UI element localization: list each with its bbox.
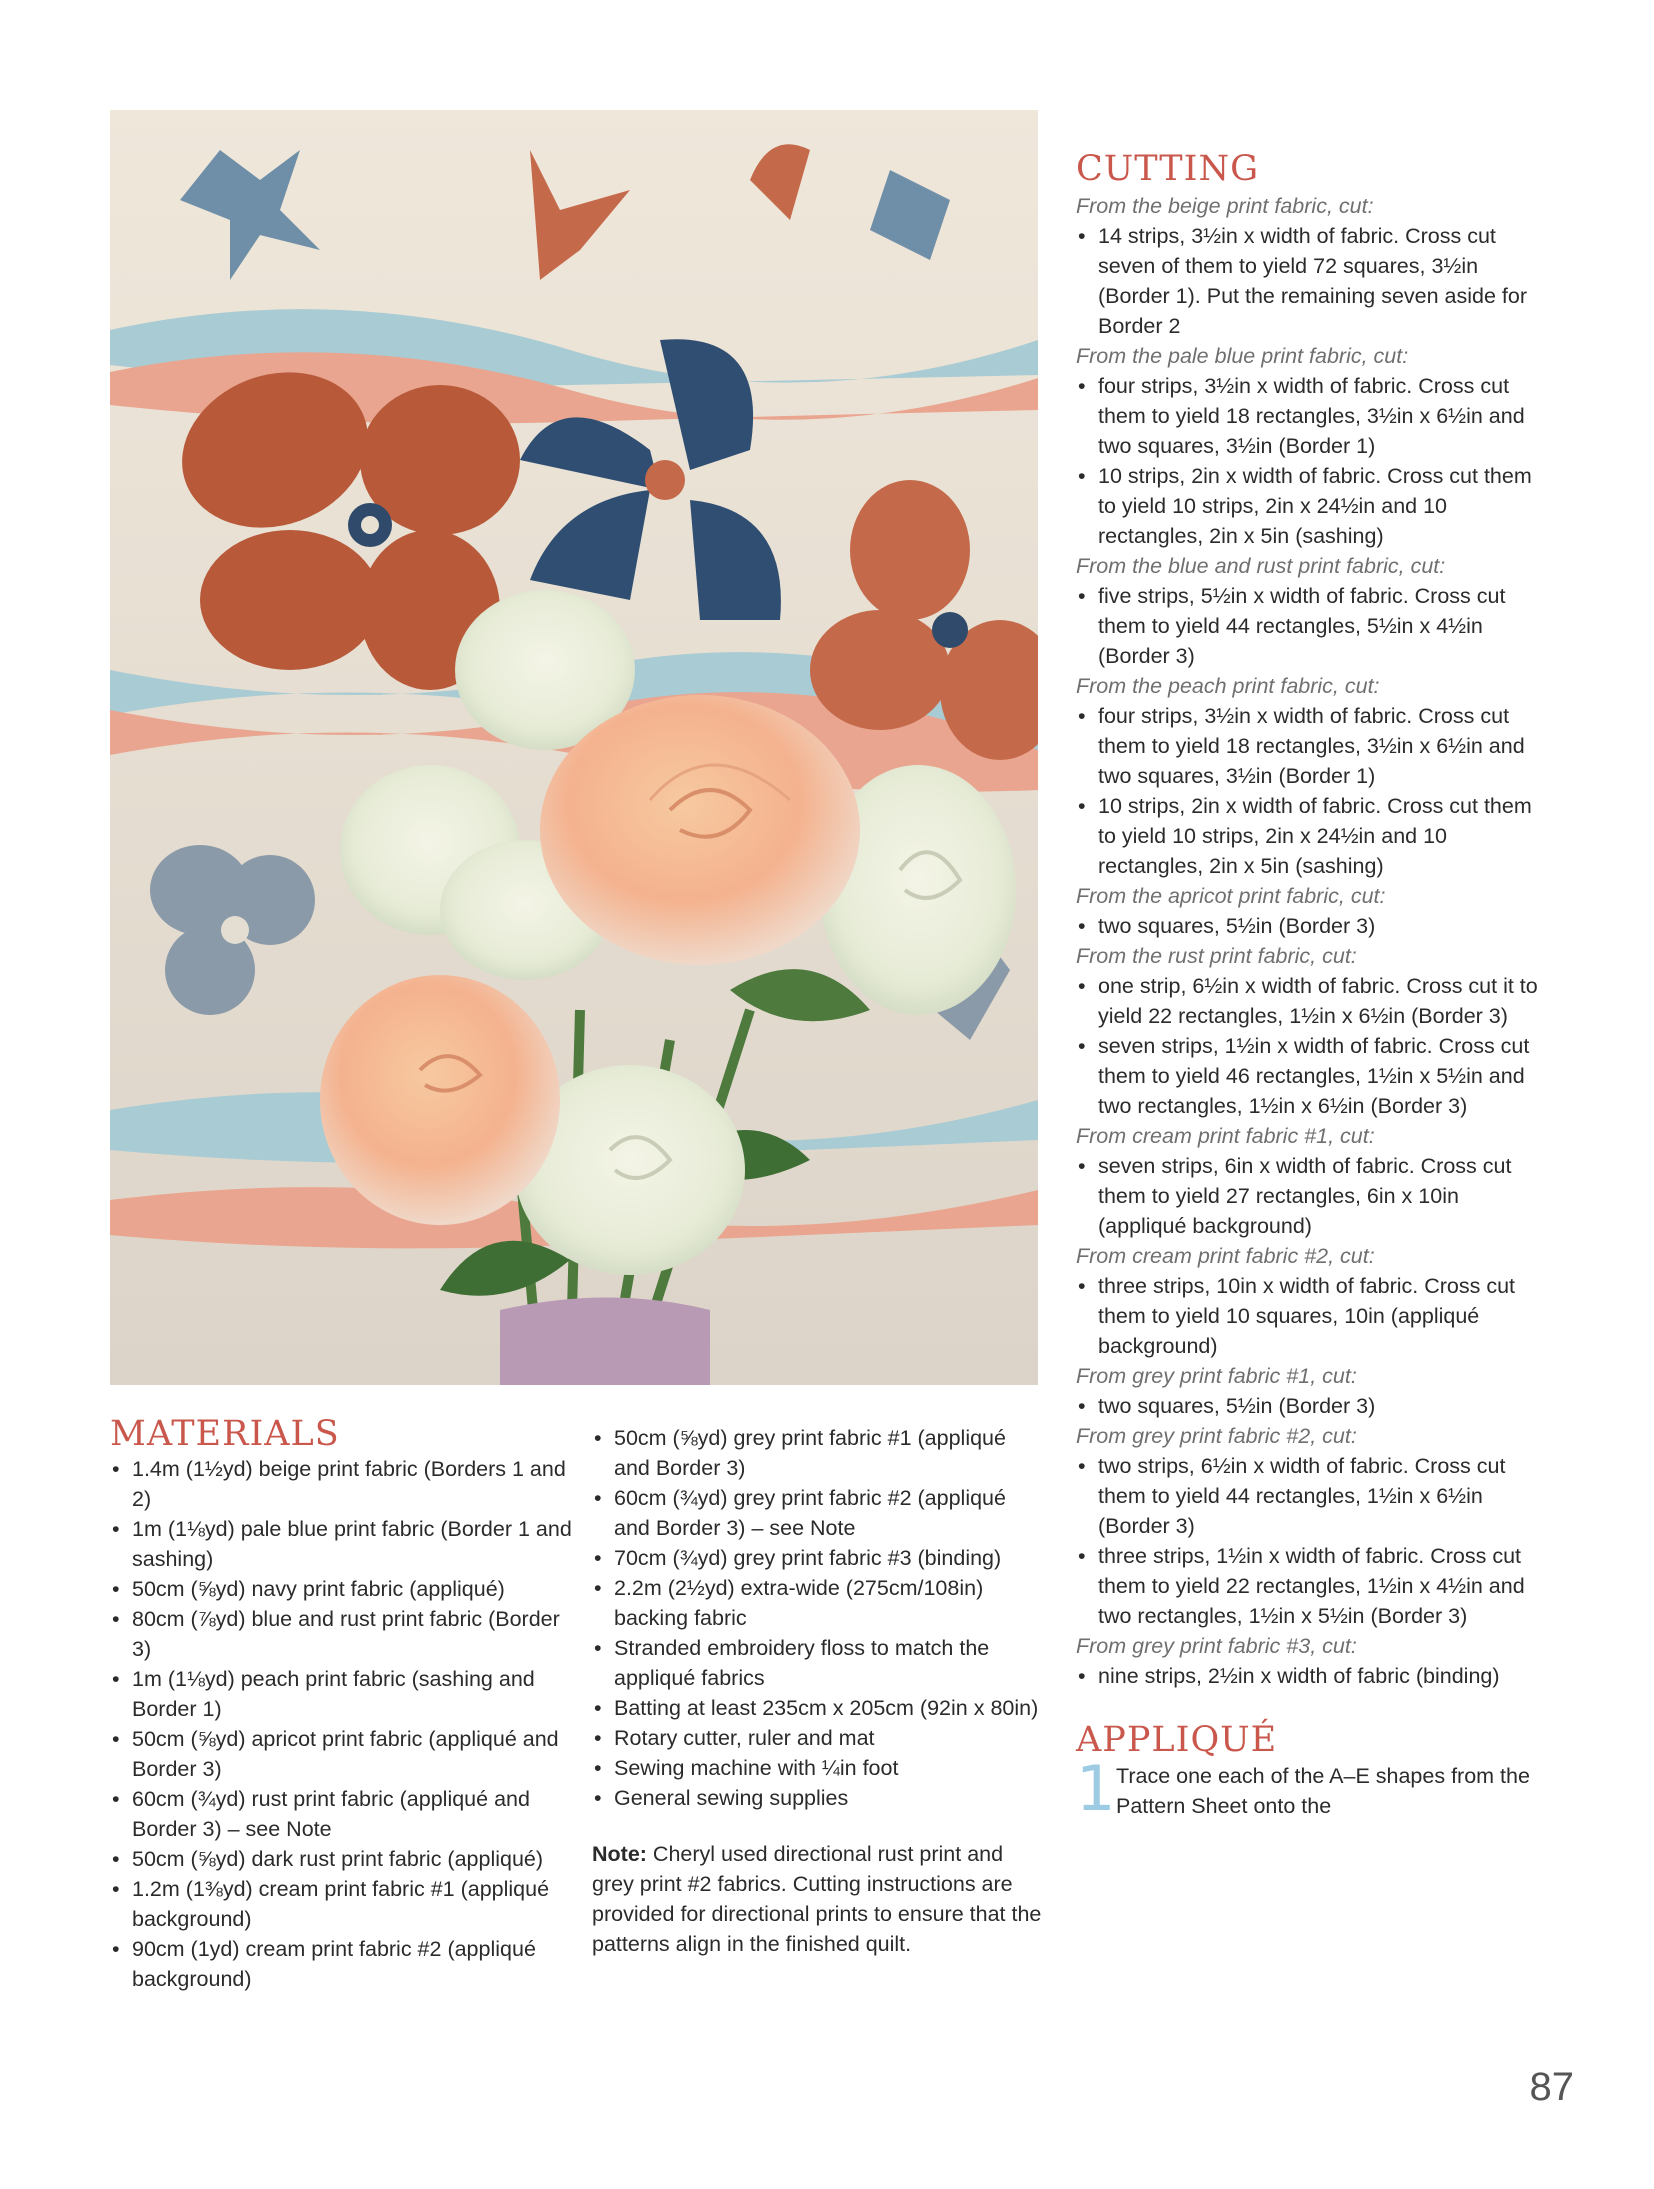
cutting-list: [1076, 1151, 1546, 1241]
material-item: • 1.2m (1⅜yd) cream print fabric #1 (appliqué background): [110, 1874, 580, 1934]
step-number: 1: [1076, 1752, 1116, 1825]
cutting-subheading: From grey print fabric #2, cut:: [1076, 1423, 1357, 1448]
materials-list-right: [592, 1423, 1047, 1813]
material-item: • 50cm (⅝yd) dark rust print fabric (appliqué): [110, 1844, 580, 1874]
material-item: • 90cm (1yd) cream print fabric #2 (appliqué background): [110, 1934, 580, 1994]
cutting-list: [1076, 1451, 1546, 1631]
cutting-subheading: From the rust print fabric, cut:: [1076, 943, 1357, 968]
material-item: • 80cm (⅞yd) blue and rust print fabric (Border 3): [110, 1604, 580, 1664]
material-item: • 50cm (⅝yd) navy print fabric (appliqué): [110, 1574, 580, 1604]
cutting-list: [1076, 371, 1546, 551]
material-item: • Batting at least 235cm x 205cm (92in x 80in): [592, 1693, 1047, 1723]
cutting-item: • seven strips, 1½in x width of fabric. Cross cut them to yield 46 rectangles, 1½in x 5½in and two rectangles, 1½in x 6½in (Border 3): [1076, 1031, 1546, 1121]
cutting-item: • three strips, 10in x width of fabric. Cross cut them to yield 10 squares, 10in (appliqué background): [1076, 1271, 1546, 1361]
materials-section-continued: [592, 1423, 1047, 1959]
cutting-item: • three strips, 1½in x width of fabric. Cross cut them to yield 22 rectangles, 1½in x 4½in and two rectangles, 1½in x 5½in (Border 3): [1076, 1541, 1546, 1631]
materials-list-left: [110, 1454, 580, 1994]
cutting-item: • 10 strips, 2in x width of fabric. Cross cut them to yield 10 strips, 2in x 24½in and 10 rectangles, 2in x 5in (sashing): [1076, 791, 1546, 881]
cutting-item: • 10 strips, 2in x width of fabric. Cross cut them to yield 10 strips, 2in x 24½in and 10 rectangles, 2in x 5in (sashing): [1076, 461, 1546, 551]
note-label: Note:: [592, 1842, 647, 1866]
quilt-with-roses-photo: [110, 110, 1038, 1385]
cutting-list: [1076, 911, 1546, 941]
cutting-list: [1076, 581, 1546, 671]
cutting-list: [1076, 221, 1546, 341]
cutting-section: [1076, 149, 1546, 1825]
cutting-subheading: From grey print fabric #3, cut:: [1076, 1633, 1357, 1658]
cutting-subheading: From the peach print fabric, cut:: [1076, 673, 1380, 698]
cutting-item: • two squares, 5½in (Border 3): [1076, 911, 1546, 941]
cutting-list: [1076, 1661, 1546, 1691]
cutting-subheading: From cream print fabric #1, cut:: [1076, 1123, 1375, 1148]
material-item: • 50cm (⅝yd) apricot print fabric (appliqué and Border 3): [110, 1724, 580, 1784]
applique-step-1: [1076, 1752, 1546, 1825]
material-item: • 1m (1⅛yd) pale blue print fabric (Border 1 and sashing): [110, 1514, 580, 1574]
cutting-subheading: From the blue and rust print fabric, cut:: [1076, 553, 1446, 578]
cutting-item: • two squares, 5½in (Border 3): [1076, 1391, 1546, 1421]
cutting-list: [1076, 1391, 1546, 1421]
cutting-subheading: From the beige print fabric, cut:: [1076, 193, 1374, 218]
note-text: Cheryl used directional rust print and grey print #2 fabrics. Cutting instructions are provided for directional prints to ensure that the patterns align in the finished quilt.: [592, 1842, 1042, 1956]
material-item: • 2.2m (2½yd) extra-wide (275cm/108in) backing fabric: [592, 1573, 1047, 1633]
page-number: 87: [1529, 2065, 1574, 2109]
cutting-groups: [1076, 191, 1546, 1691]
material-item: • Rotary cutter, ruler and mat: [592, 1723, 1047, 1753]
cutting-item: • four strips, 3½in x width of fabric. Cross cut them to yield 18 rectangles, 3½in x 6½in and two squares, 3½in (Border 1): [1076, 701, 1546, 791]
cutting-subheading: From the apricot print fabric, cut:: [1076, 883, 1386, 908]
cutting-subheading: From the pale blue print fabric, cut:: [1076, 343, 1409, 368]
material-item: • 60cm (¾yd) rust print fabric (appliqué and Border 3) – see Note: [110, 1784, 580, 1844]
material-item: • 1m (1⅛yd) peach print fabric (sashing and Border 1): [110, 1664, 580, 1724]
step-text: Trace one each of the A–E shapes from the Pattern Sheet onto the: [1116, 1764, 1530, 1818]
cutting-list: [1076, 971, 1546, 1121]
materials-section: [110, 1415, 580, 1994]
material-item: • Stranded embroidery floss to match the appliqué fabrics: [592, 1633, 1047, 1693]
cutting-subheading: From cream print fabric #2, cut:: [1076, 1243, 1375, 1268]
cutting-item: • seven strips, 6in x width of fabric. Cross cut them to yield 27 rectangles, 6in x 10in (appliqué background): [1076, 1151, 1546, 1241]
cutting-item: • four strips, 3½in x width of fabric. Cross cut them to yield 18 rectangles, 3½in x 6½in and two squares, 3½in (Border 1): [1076, 371, 1546, 461]
applique-heading: APPLIQUÉ: [1076, 1719, 1278, 1760]
applique-section: [1076, 1719, 1546, 1825]
material-item: • 70cm (¾yd) grey print fabric #3 (binding): [592, 1543, 1047, 1573]
cutting-item: • 14 strips, 3½in x width of fabric. Cross cut seven of them to yield 72 squares, 3½in (Border 1). Put the remaining seven aside for Border 2: [1076, 221, 1546, 341]
materials-note: [592, 1839, 1047, 1959]
cutting-item: • five strips, 5½in x width of fabric. Cross cut them to yield 44 rectangles, 5½in x 4½in (Border 3): [1076, 581, 1546, 671]
cutting-item: • nine strips, 2½in x width of fabric (binding): [1076, 1661, 1546, 1691]
material-item: • 50cm (⅝yd) grey print fabric #1 (appliqué and Border 3): [592, 1423, 1047, 1483]
cutting-heading: CUTTING: [1076, 149, 1260, 189]
cutting-item: • one strip, 6½in x width of fabric. Cross cut it to yield 22 rectangles, 1½in x 6½in (Border 3): [1076, 971, 1546, 1031]
material-item: • 1.4m (1½yd) beige print fabric (Borders 1 and 2): [110, 1454, 580, 1514]
cutting-list: [1076, 701, 1546, 881]
cutting-item: • two strips, 6½in x width of fabric. Cross cut them to yield 44 rectangles, 1½in x 6½in (Border 3): [1076, 1451, 1546, 1541]
materials-heading: MATERIALS: [110, 1414, 340, 1454]
cutting-list: [1076, 1271, 1546, 1361]
cutting-subheading: From grey print fabric #1, cut:: [1076, 1363, 1357, 1388]
material-item: • General sewing supplies: [592, 1783, 1047, 1813]
material-item: • 60cm (¾yd) grey print fabric #2 (appliqué and Border 3) – see Note: [592, 1483, 1047, 1543]
material-item: • Sewing machine with ¼in foot: [592, 1753, 1047, 1783]
